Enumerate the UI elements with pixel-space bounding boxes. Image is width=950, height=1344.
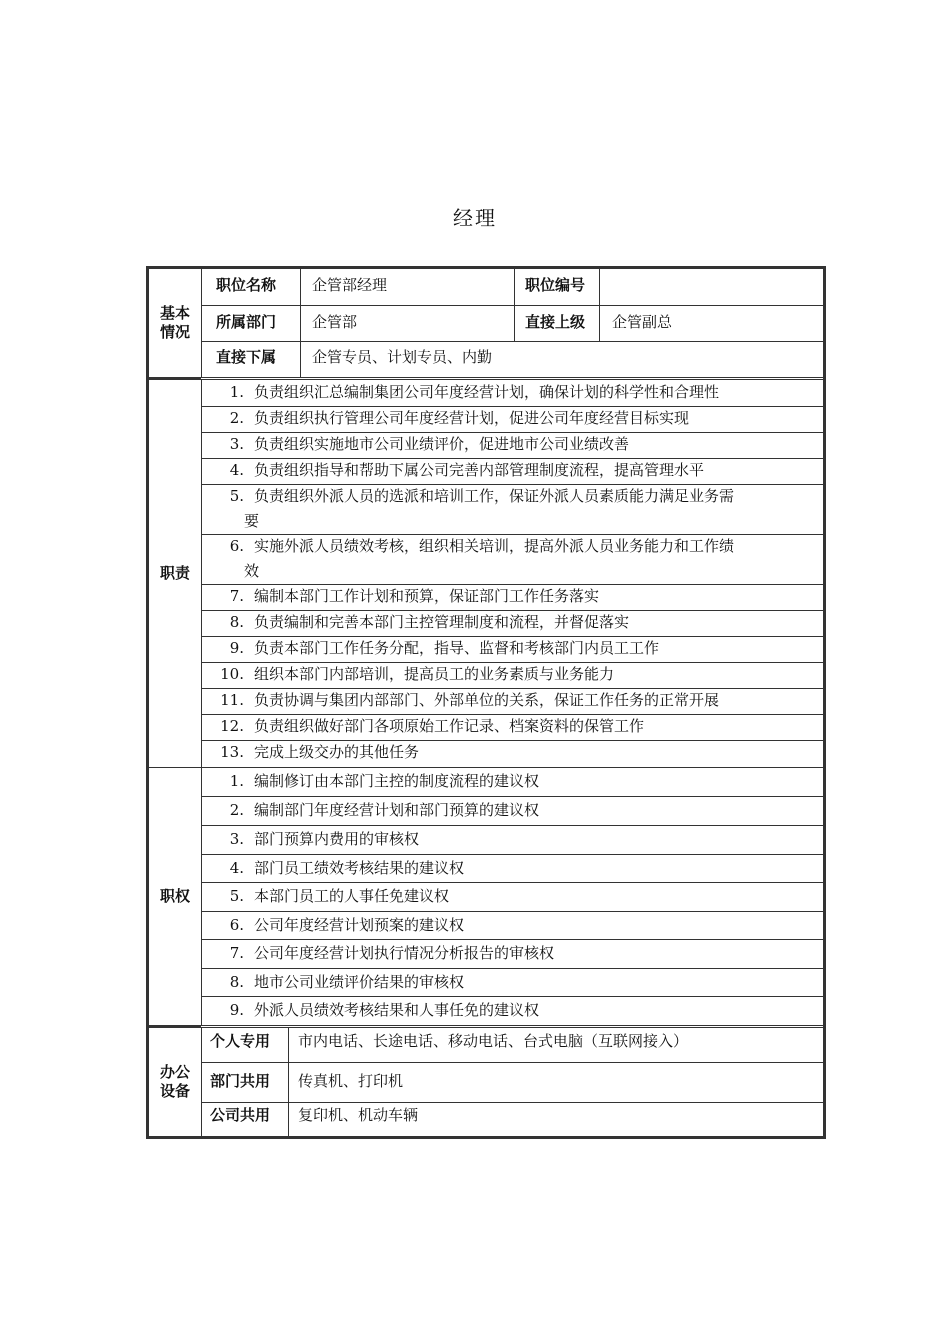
equipment-section (149, 1028, 823, 1136)
duties-list (201, 380, 823, 767)
company-equipment-label: 公司共用 (210, 1106, 271, 1124)
duty-item (202, 714, 823, 739)
duty-text: 负责组织汇总编制集团公司年度经营计划，确保计划的科学性和合理性 (254, 383, 720, 401)
company-equipment-value: 复印机、机动车辆 (298, 1106, 419, 1124)
duty-text: 负责编制和完善本部门主控管理制度和流程，并督促落实 (254, 613, 630, 631)
authority-item (202, 941, 823, 966)
authority-number: 3. (229, 830, 244, 848)
duty-number: 8. (229, 613, 244, 631)
authority-item (202, 913, 823, 938)
authority-text: 公司年度经营计划预案的建议权 (254, 916, 465, 934)
authority-text: 编制部门年度经营计划和部门预算的建议权 (254, 801, 540, 819)
position-name-value: 企管部经理 (312, 276, 388, 294)
document-title: 经理 (453, 206, 497, 230)
department-label: 所属部门 (216, 313, 277, 331)
authority-number: 7. (229, 944, 244, 962)
duty-text: 负责本部门工作任务分配，指导、监督和考核部门内员工工作 (254, 639, 660, 657)
authority-text: 编制修订由本部门主控的制度流程的建议权 (254, 772, 540, 790)
duties-label: 职责 (159, 564, 190, 582)
position-code-label: 职位编号 (525, 276, 586, 294)
basic-info-body (201, 269, 823, 377)
duty-text-continued: 效 (244, 562, 260, 580)
authority-item (202, 827, 823, 852)
authority-item (202, 769, 823, 794)
authority-number: 9. (229, 1001, 244, 1019)
authority-number: 5. (229, 887, 244, 905)
equipment-label (149, 1028, 201, 1136)
authority-item (202, 998, 823, 1023)
authority-item (202, 884, 823, 909)
duty-number: 7. (229, 587, 244, 605)
duty-item (202, 636, 823, 661)
authority-text: 公司年度经营计划执行情况分析报告的审核权 (254, 944, 555, 962)
duty-text: 负责组织外派人员的选派和培训工作，保证外派人员素质能力满足业务需 (254, 487, 735, 505)
personal-equipment-value: 市内电话、长途电话、移动电话、台式电脑（互联网接入） (298, 1032, 689, 1050)
duty-number: 6. (229, 537, 244, 555)
duty-text: 完成上级交办的其他任务 (254, 743, 420, 761)
duty-item (202, 432, 823, 457)
duty-item (202, 740, 823, 765)
duty-text: 负责协调与集团内部部门、外部单位的关系，保证工作任务的正常开展 (254, 691, 720, 709)
authority-list (201, 768, 823, 1025)
subordinates-value: 企管专员、计划专员、内勤 (312, 348, 493, 366)
basic-info-label (149, 269, 201, 377)
duty-text: 负责组织实施地市公司业绩评价，促进地市公司业绩改善 (254, 435, 630, 453)
basic-info-label-text: 基本情况 (159, 304, 190, 341)
duty-text: 实施外派人员绩效考核，组织相关培训，提高外派人员业务能力和工作绩 (254, 537, 735, 555)
department-equipment-label: 部门共用 (210, 1072, 271, 1090)
authority-text: 外派人员绩效考核结果和人事任免的建议权 (254, 1001, 540, 1019)
duty-text: 负责组织做好部门各项原始工作记录、档案资料的保管工作 (254, 717, 645, 735)
duty-number: 9. (229, 639, 244, 657)
duty-item (202, 406, 823, 431)
subordinates-label: 直接下属 (216, 348, 277, 366)
authority-number: 6. (229, 916, 244, 934)
duty-text-continued: 要 (244, 512, 260, 530)
personal-equipment-label: 个人专用 (210, 1032, 271, 1050)
duty-item (202, 484, 823, 534)
duty-text: 负责组织执行管理公司年度经营计划，促进公司年度经营目标实现 (254, 409, 690, 427)
duty-item (202, 584, 823, 609)
authority-text: 部门预算内费用的审核权 (254, 830, 420, 848)
authority-item (202, 856, 823, 881)
duty-number: 4. (229, 461, 244, 479)
duty-item (202, 380, 823, 405)
authority-number: 8. (229, 973, 244, 991)
duty-number: 12. (220, 717, 244, 735)
authority-number: 1. (229, 772, 244, 790)
duty-item (202, 534, 823, 584)
duty-number: 11. (220, 691, 244, 709)
duty-number: 13. (220, 743, 244, 761)
duty-item (202, 688, 823, 713)
authority-text: 部门员工绩效考核结果的建议权 (254, 859, 465, 877)
authority-label: 职权 (159, 887, 190, 905)
position-name-label: 职位名称 (216, 276, 277, 294)
basic-info-section (149, 269, 823, 377)
job-description-table (146, 266, 826, 1139)
equipment-body (201, 1028, 823, 1136)
duty-item (202, 610, 823, 635)
duty-number: 2. (229, 409, 244, 427)
authority-number: 2. (229, 801, 244, 819)
duty-text: 负责组织指导和帮助下属公司完善内部管理制度流程，提高管理水平 (254, 461, 705, 479)
superior-value: 企管副总 (612, 313, 673, 331)
duty-item (202, 662, 823, 687)
department-equipment-value: 传真机、打印机 (298, 1072, 404, 1090)
duty-text: 编制本部门工作计划和预算，保证部门工作任务落实 (254, 587, 600, 605)
authority-item (202, 798, 823, 823)
department-value: 企管部 (312, 313, 358, 331)
duty-number: 3. (229, 435, 244, 453)
duty-text: 组织本部门内部培训，提高员工的业务素质与业务能力 (254, 665, 615, 683)
authority-number: 4. (229, 859, 244, 877)
duty-item (202, 458, 823, 483)
superior-label: 直接上级 (525, 313, 586, 331)
duty-number: 1. (229, 383, 244, 401)
authority-text: 本部门员工的人事任免建议权 (254, 887, 450, 905)
authority-text: 地市公司业绩评价结果的审核权 (254, 973, 465, 991)
equipment-label-text: 办公设备 (159, 1063, 190, 1100)
duty-number: 10. (220, 665, 244, 683)
duties-section (149, 380, 823, 767)
duty-number: 5. (229, 487, 244, 505)
authority-item (202, 970, 823, 995)
authority-section (149, 768, 823, 1025)
